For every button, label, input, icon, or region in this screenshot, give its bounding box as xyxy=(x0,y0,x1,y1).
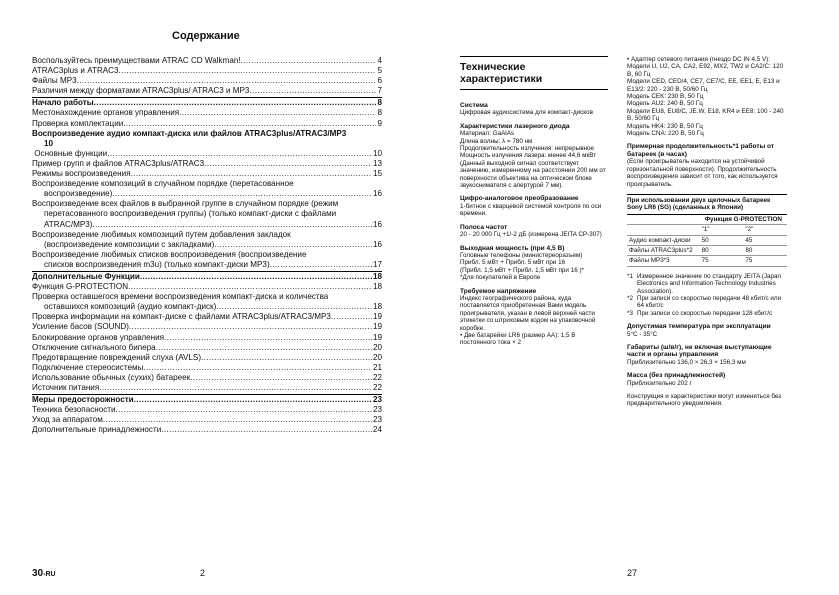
toc-entry xyxy=(32,169,382,179)
spec-heading: Полоса частот xyxy=(460,223,508,231)
toc-entry-text: Различия между форматами ATRAC3plus/ ATRAC3 и MP3 xyxy=(32,86,250,96)
toc-entry-text: Воспроизведение любимых композиций путем добавления закладок xyxy=(32,229,291,239)
toc-item xyxy=(32,199,382,229)
toc-leader-dots xyxy=(107,149,372,159)
specs-column-2 xyxy=(627,56,787,408)
footnote-mark: *3 xyxy=(627,309,633,317)
toc-entry xyxy=(32,302,382,312)
toc-entry-text: ATRAC3plus и ATRAC3 xyxy=(32,66,119,76)
toc-item xyxy=(32,66,382,76)
toc-entry-text: Проверка информации на компакт-диске с файлами ATRAC3plus/ATRAC3/MP3 xyxy=(32,312,331,322)
toc-entry-cont: 10 xyxy=(44,138,54,148)
toc-entry-text: Усиление басов (SOUND) xyxy=(32,322,129,332)
toc-leader-dots xyxy=(94,98,377,108)
footnote xyxy=(627,310,787,317)
spec-text: Цифровая аудиосистема для компакт-дисков xyxy=(460,109,593,117)
toc-entry-text: Местонахождение органов управления xyxy=(32,108,180,118)
spec-text: Конструкция и характеристики могут изменяться без предварительного уведомления. xyxy=(627,393,782,408)
toc-leader-dots xyxy=(216,302,372,312)
spec-text: 20 - 20 000 Гц +1/-2 дБ (измерена JEITA CP-307) xyxy=(460,231,602,239)
toc-leader-dots xyxy=(190,373,372,383)
toc-leader-dots xyxy=(116,405,372,415)
toc-page-number: 23 xyxy=(372,415,382,425)
footnote-mark: *1 xyxy=(627,272,633,280)
table-value: 45 xyxy=(743,235,787,245)
toc-entry xyxy=(32,405,382,415)
toc-item xyxy=(32,76,382,86)
toc-item xyxy=(32,149,382,159)
toc-page-number: 24 xyxy=(372,425,382,435)
toc-item xyxy=(32,405,382,415)
toc-leader-dots xyxy=(241,56,377,66)
toc-entry xyxy=(32,240,382,250)
toc-entry-text: Проверка оставшегося времени воспроизведения компакт-диска и количества xyxy=(32,292,329,302)
toc-entry-cont: воспроизведение) xyxy=(44,189,113,199)
toc-page-number: 18 xyxy=(372,302,382,312)
toc-leader-dots xyxy=(123,119,376,129)
toc-entry xyxy=(32,312,382,322)
toc-leader-dots xyxy=(140,272,372,282)
table-row xyxy=(627,245,787,255)
spec-heading: Масса (без принадлежностей) xyxy=(627,372,726,380)
battery-table-head: При использовании двух щелочных батареек Sony LR6 (SG) (сделанных в Японии) xyxy=(627,194,787,215)
toc-entry xyxy=(32,119,382,129)
spec-heading: Требуемое напряжение xyxy=(460,287,537,295)
toc-entry-text: Меры предосторожности xyxy=(32,395,134,405)
spec-heading: Характеристики лазерного диода xyxy=(460,122,570,130)
toc-leader-dots xyxy=(164,333,372,343)
toc-page-number: 19 xyxy=(372,322,382,332)
toc-page-number: 17 xyxy=(372,259,382,269)
footnote xyxy=(627,295,787,310)
toc-entry xyxy=(32,415,382,425)
spec-heading: Цифро-аналоговое преобразование xyxy=(460,195,579,203)
toc-item xyxy=(32,56,382,66)
spec-heading: Допустимая температура при эксплуатации xyxy=(627,323,771,331)
toc-entry-text: Подключение стереосистемы xyxy=(32,362,144,372)
toc-leader-dots xyxy=(134,395,372,405)
spec-heading: Выходная мощность (при 4,5 В) xyxy=(460,244,565,252)
toc-entry-text: Основные функции xyxy=(32,148,108,158)
toc-leader-dots xyxy=(119,66,377,76)
toc-entry xyxy=(32,98,382,108)
toc-entry-text: Воспроизведение любимых списков воспроизведения (воспроизведение xyxy=(32,249,307,259)
spec-heading: Габариты (ш/в/г), не включая выступающие части и органы управления xyxy=(627,344,772,359)
toc-leader-dots xyxy=(179,108,376,118)
toc-leader-dots xyxy=(131,169,372,179)
toc-entry xyxy=(32,149,382,159)
toc-item xyxy=(32,282,382,292)
toc-leader-dots xyxy=(156,343,372,353)
table-row xyxy=(627,256,787,266)
toc-leader-dots xyxy=(331,312,372,322)
toc-page-number: 18 xyxy=(372,282,382,292)
toc-entry-text: Пример групп и файлов ATRAC3plus/ATRAC3 xyxy=(32,158,205,168)
toc-item xyxy=(32,343,382,353)
toc-entry xyxy=(32,282,382,292)
footnote xyxy=(627,273,787,295)
table-of-contents xyxy=(32,56,382,435)
toc-leader-dots xyxy=(143,363,372,373)
toc-item xyxy=(32,169,382,179)
toc-entry-text: Воспользуйтесь преимуществами ATRAC CD Walkman! xyxy=(32,56,241,65)
toc-page-number: 20 xyxy=(372,352,382,362)
toc-page-number: 23 xyxy=(372,405,382,415)
toc-entry-cont: оставшихся композиций (аудио компакт-диск) xyxy=(44,302,217,312)
toc-page-number: 5 xyxy=(377,66,382,76)
toc-entry xyxy=(32,343,382,353)
toc-item xyxy=(32,395,382,405)
toc-item xyxy=(32,129,382,149)
footnote-text: При записи со скоростью передачи 48 кбит/с или 64 кбит/с xyxy=(636,294,782,310)
toc-page-number: 13 xyxy=(372,158,382,168)
toc-page-number: 20 xyxy=(372,342,382,352)
page-code: 30-RU xyxy=(32,568,56,579)
toc-item xyxy=(32,353,382,363)
toc-entry xyxy=(32,395,382,405)
toc-page-number: 4 xyxy=(377,56,382,65)
toc-item xyxy=(32,415,382,425)
toc-entry-text: Файлы MP3 xyxy=(32,76,77,86)
toc-leader-dots xyxy=(99,383,372,393)
toc-leader-dots xyxy=(128,282,372,292)
battery-table xyxy=(627,215,787,267)
toc-entry xyxy=(32,108,382,118)
toc-entry-text: Воспроизведение аудио компакт-диска или файлов ATRAC3plus/ATRAC3/MP3 xyxy=(32,128,347,138)
toc-entry-text: Источник питания xyxy=(32,383,100,392)
toc-page-number: 16 xyxy=(372,189,382,199)
toc-title: Содержание xyxy=(172,30,240,42)
toc-item xyxy=(32,250,382,270)
toc-entry xyxy=(32,272,382,282)
toc-entry xyxy=(32,129,382,139)
toc-leader-dots xyxy=(92,220,372,230)
table-row-label: Файлы ATRAC3plus*2 xyxy=(627,245,700,255)
toc-entry-text: Техника безопасности xyxy=(32,405,116,415)
toc-entry xyxy=(32,383,382,393)
toc-item xyxy=(32,312,382,322)
toc-entry xyxy=(32,220,382,230)
spec-text: 5°C - 35°C xyxy=(627,330,658,338)
toc-item xyxy=(32,292,382,312)
toc-page-number: 15 xyxy=(372,169,382,179)
toc-item xyxy=(32,373,382,383)
toc-entry xyxy=(32,333,382,343)
toc-entry xyxy=(32,189,382,199)
toc-item xyxy=(32,383,382,393)
battery-heading: Примерная продолжительность*1 работы от батареек (в часах) xyxy=(627,143,775,158)
toc-page-number: 19 xyxy=(372,332,382,342)
toc-page-number: 22 xyxy=(372,372,382,382)
toc-item xyxy=(32,333,382,343)
toc-leader-dots xyxy=(204,159,372,169)
table-row-label: Файлы MP3*3 xyxy=(627,256,700,266)
toc-entry xyxy=(32,322,382,332)
toc-entry-text: Воспроизведение композиций в случайном порядке (перетасованное xyxy=(32,179,294,189)
spec-text: Индекс географического района, куда поставляется приобретенная Вами модель проигрывателя, указан в левой верхней части этикетки со штриховым кодом на упаковочной коробке. • Две батарейки LR6 (размер AA): 1,5 В постоянного тока × 2 xyxy=(460,294,596,347)
toc-item xyxy=(32,322,382,332)
toc-page-number: 6 xyxy=(377,76,382,86)
toc-page-number: 16 xyxy=(372,219,382,229)
toc-entry-text: Дополнительные Функции xyxy=(32,271,140,281)
power-adapter-info: • Адаптер сетевого питания (гнездо DC IN 4,5 V): Модели U, U2, CA, CA2, E92, MX2, TW2 и CA2/C: 120 В, 60 Гц Модели CED, CED/4, CE7, CE7/C, EE, EE1, E, E13 и E13/2: 220 - 230 В, 50/60 Гц Модель CEK: 230 В, 50 Гц Модель AU2: 240 В, 50 Гц Модели EU8, EU8/C, JE.W, E18, KR4 и EE8: 100 - 240 В, 50/60 Гц Модель HK4: 230 В, 50 Гц Модель CNA: 220 В, 50 Гц xyxy=(627,56,784,138)
toc-item xyxy=(32,159,382,169)
toc-leader-dots xyxy=(201,353,372,363)
toc-entry xyxy=(32,373,382,383)
toc-leader-dots xyxy=(77,76,377,86)
toc-entry-text: Воспроизведение всех файлов в выбранной группе в случайном порядке (режим xyxy=(32,199,339,209)
table-col-2: "2" xyxy=(743,225,787,235)
toc-leader-dots xyxy=(249,86,376,96)
table-col-1: "1" xyxy=(700,225,744,235)
left-page xyxy=(32,0,382,595)
toc-entry-text: Отключение сигнального бипера xyxy=(32,342,156,352)
footnote-text: При записи со скоростью передачи 128 кбит/с xyxy=(636,309,773,317)
toc-leader-dots xyxy=(129,322,372,332)
toc-page-number: 8 xyxy=(377,98,382,108)
footnote-mark: *2 xyxy=(627,294,633,302)
table-value: 80 xyxy=(700,245,744,255)
specs-column-1 xyxy=(460,56,608,347)
toc-entry-text: Функция G-PROTECTION xyxy=(32,282,129,292)
toc-entry xyxy=(32,159,382,169)
toc-item xyxy=(32,98,382,108)
table-row xyxy=(627,235,787,245)
specs-title: Технические характеристики xyxy=(460,56,608,90)
toc-item xyxy=(32,272,382,282)
toc-page-number: 10 xyxy=(372,148,382,158)
toc-entry-text: Уход за аппаратом xyxy=(32,415,103,425)
table-value: 80 xyxy=(743,245,787,255)
toc-item xyxy=(32,230,382,250)
table-value: 75 xyxy=(743,256,787,266)
toc-page-number: 9 xyxy=(377,118,382,128)
toc-item xyxy=(32,179,382,199)
spec-text: Приблизительно 136,0 × 26,3 × 156,3 мм xyxy=(627,358,746,366)
table-row-label: Аудио компакт-диски xyxy=(627,235,700,245)
toc-entry-text: Проверка комплектации xyxy=(32,118,124,128)
toc-entry xyxy=(32,56,382,66)
table-value: 50 xyxy=(700,235,744,245)
toc-page-number: 23 xyxy=(372,395,382,405)
toc-entry-text: Использование обычных (сухих) батареек xyxy=(32,372,191,382)
toc-entry xyxy=(32,86,382,96)
toc-page-number: 16 xyxy=(372,239,382,249)
toc-page-number: 22 xyxy=(372,383,382,392)
toc-page-number: 19 xyxy=(372,312,382,322)
toc-entry-cont: перетасованного воспроизведения группы) (только компакт-диски с файлами xyxy=(44,209,337,219)
toc-entry xyxy=(32,363,382,373)
toc-entry-text: Начало работы xyxy=(32,98,94,108)
toc-leader-dots xyxy=(112,189,372,199)
toc-entry-text: Дополнительные принадлежности xyxy=(32,425,162,435)
toc-item xyxy=(32,119,382,129)
toc-item xyxy=(32,108,382,118)
toc-entry-text: Предотвращение повреждений слуха (AVLS) xyxy=(32,352,202,362)
toc-page-number: 18 xyxy=(372,271,382,281)
toc-entry-text: Режимы воспроизведения xyxy=(32,169,131,179)
toc-leader-dots xyxy=(270,260,372,270)
toc-entry-text: Блокирование органов управления xyxy=(32,332,164,342)
toc-page-number: 21 xyxy=(372,362,382,372)
table-value: 75 xyxy=(700,256,744,266)
toc-item xyxy=(32,425,382,435)
spec-text: Головные телефоны (министереоразъем) Прибл. 5 мВт + Прибл. 5 мВт при 16 (Прибл. 1,5 мВт + Прибл. 1,5 мВт при 16 )* *Для покупателей в Европе xyxy=(460,251,585,282)
table-col-title: Функция G-PROTECTION xyxy=(700,215,787,225)
toc-leader-dots xyxy=(103,415,372,425)
toc-entry xyxy=(32,425,382,435)
toc-leader-dots xyxy=(161,425,372,435)
toc-leader-dots xyxy=(214,240,372,250)
toc-item xyxy=(32,363,382,373)
toc-entry-cont: ATRAC/MP3) xyxy=(44,219,93,229)
toc-entry-cont: (воспроизведение композиции с закладками) xyxy=(44,239,215,249)
toc-item xyxy=(32,86,382,96)
toc-entry xyxy=(32,260,382,270)
toc-page-number: 8 xyxy=(377,108,382,118)
toc-entry-cont: списков воспроизведения m3u) (только компакт-диски MP3) xyxy=(44,259,270,269)
battery-note: (Если проигрыватель находится на устойчивой горизонтальной поверхности). Продолжительность воспроизведения зависит от того, как используется проигрыватель. xyxy=(627,158,778,188)
toc-page-number: 7 xyxy=(377,86,382,96)
toc-entry xyxy=(32,76,382,86)
spec-text: Приблизительно 202 г xyxy=(627,379,692,387)
footnote-text: Измеренное значение по стандарту JEITA (Japan Electronics and Information Technology Industries Association). xyxy=(636,272,781,295)
toc-entry xyxy=(32,353,382,363)
spec-heading: Система xyxy=(460,102,488,109)
toc-entry xyxy=(32,66,382,76)
right-page-number: 27 xyxy=(627,568,638,578)
spec-text: 1-битное с кварцевой системой контроля по оси времени. xyxy=(460,202,602,218)
left-page-number: 2 xyxy=(200,568,206,578)
spec-text: Материал: GaAlAs Длина волны: λ = 780 нм Продолжительность излучения: непрерывное Мощность излучения лазера: менее 44,6 мкВт (Данный выходной сигнал соответствует значению, измеренному на расстоянии 200 мм от поверхности объектива на оптическом блоке звукоснимателя с апертурой 7 мм). xyxy=(460,130,606,190)
